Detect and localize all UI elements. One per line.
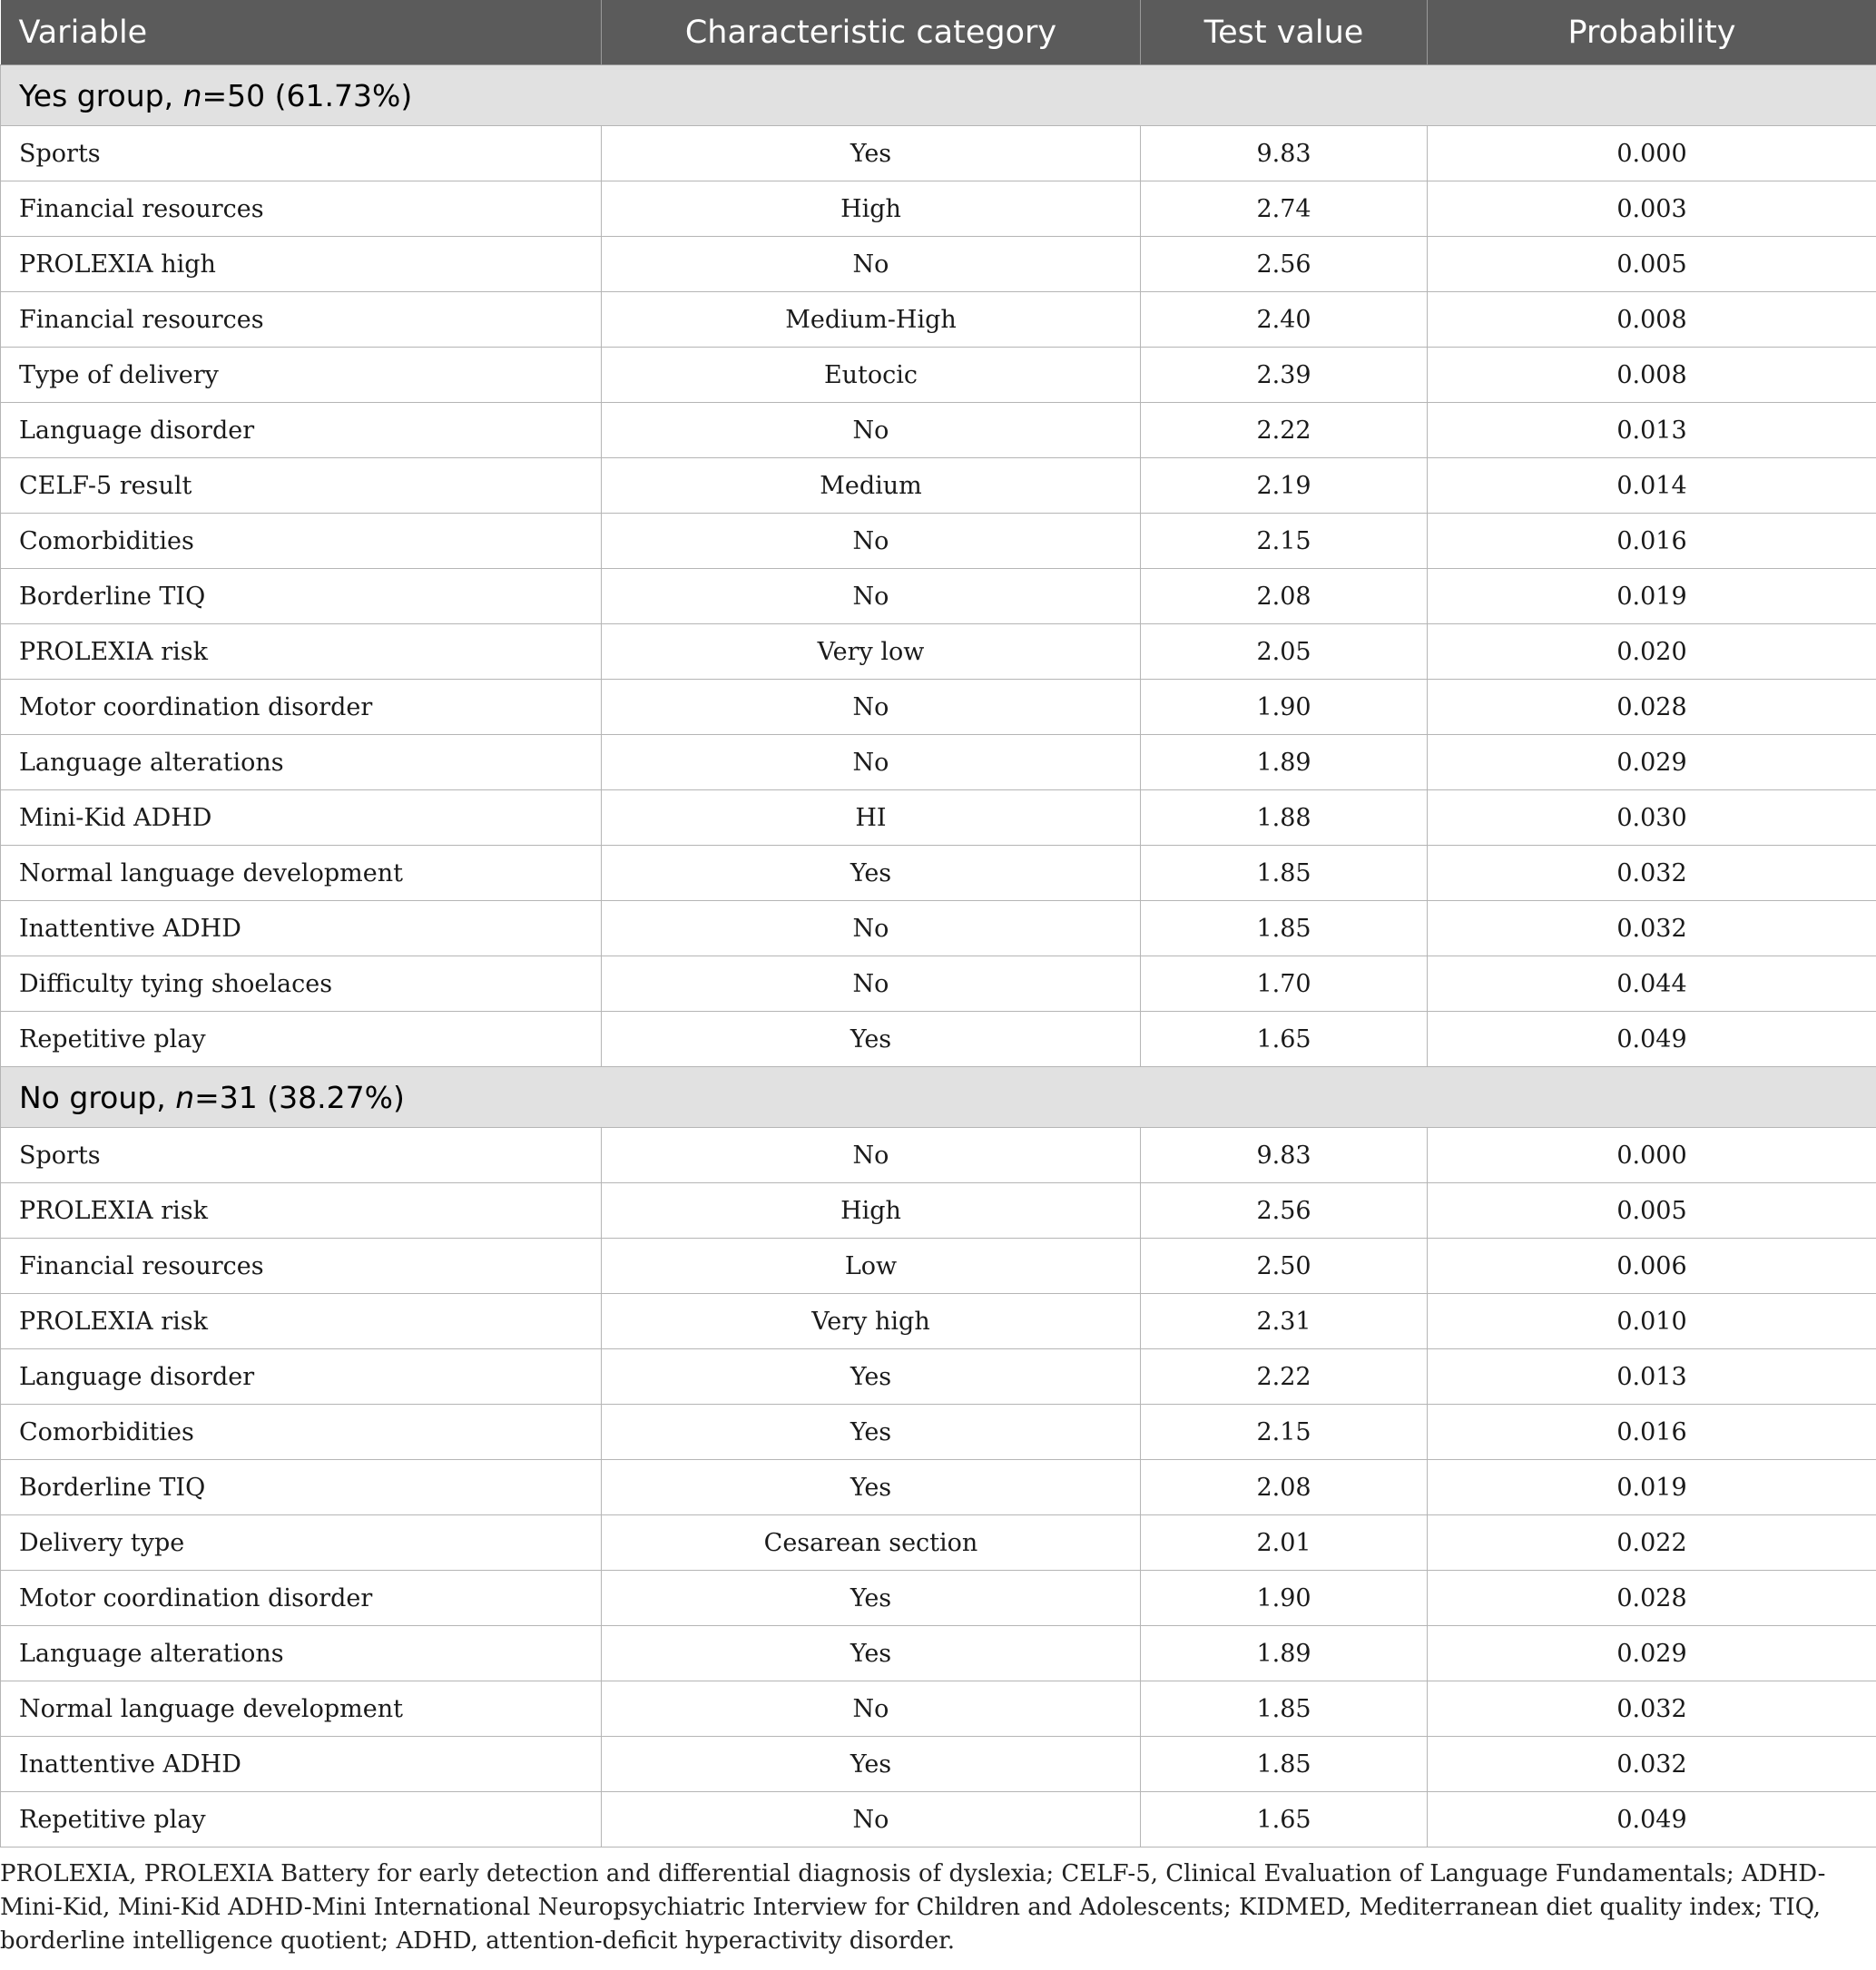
cell-test-value: 2.08 [1141, 569, 1428, 624]
cell-category: No [602, 237, 1141, 292]
cell-test-value: 1.90 [1141, 1571, 1428, 1626]
cell-probability: 0.016 [1428, 514, 1876, 569]
cell-probability: 0.014 [1428, 458, 1876, 514]
cell-test-value: 9.83 [1141, 126, 1428, 181]
group-label-prefix: No group, [19, 1079, 176, 1115]
cell-category: Yes [602, 846, 1141, 901]
table-row [1, 1349, 1876, 1405]
table-row [1, 292, 1876, 348]
cell-category: Yes [602, 1571, 1141, 1626]
cell-category: Medium [602, 458, 1141, 514]
cell-variable: Inattentive ADHD [1, 901, 602, 956]
cell-category: No [602, 680, 1141, 735]
cell-probability: 0.013 [1428, 403, 1876, 458]
cell-category: Very high [602, 1294, 1141, 1349]
cell-test-value: 2.05 [1141, 624, 1428, 680]
cell-probability: 0.003 [1428, 181, 1876, 237]
cell-probability: 0.044 [1428, 956, 1876, 1012]
cell-test-value: 9.83 [1141, 1128, 1428, 1183]
cell-test-value: 1.88 [1141, 790, 1428, 846]
cell-probability: 0.032 [1428, 901, 1876, 956]
cell-variable: Delivery type [1, 1515, 602, 1571]
cell-probability: 0.008 [1428, 292, 1876, 348]
cell-test-value: 2.74 [1141, 181, 1428, 237]
cell-category: No [602, 956, 1141, 1012]
cell-variable: Comorbidities [1, 1405, 602, 1460]
table-row [1, 1571, 1876, 1626]
cell-probability: 0.006 [1428, 1239, 1876, 1294]
cell-test-value: 1.85 [1141, 1737, 1428, 1792]
cell-category: No [602, 1128, 1141, 1183]
cell-variable: PROLEXIA risk [1, 624, 602, 680]
table-row [1, 1792, 1876, 1847]
cell-variable: Financial resources [1, 292, 602, 348]
cell-variable: PROLEXIA risk [1, 1294, 602, 1349]
cell-category: No [602, 1681, 1141, 1737]
table-row [1, 458, 1876, 514]
header-test-value: Test value [1141, 0, 1428, 65]
cell-category: High [602, 181, 1141, 237]
group-label-count: =50 (61.73%) [201, 77, 413, 113]
cell-probability: 0.032 [1428, 846, 1876, 901]
cell-variable: Comorbidities [1, 514, 602, 569]
table-row [1, 126, 1876, 181]
group-header-row [1, 65, 1876, 126]
cell-test-value: 1.85 [1141, 846, 1428, 901]
cell-variable: Borderline TIQ [1, 569, 602, 624]
cell-category: No [602, 1792, 1141, 1847]
cell-test-value: 1.85 [1141, 1681, 1428, 1737]
table-row [1, 901, 1876, 956]
group-label-prefix: Yes group, [19, 77, 183, 113]
table-row [1, 1626, 1876, 1681]
cell-category: Yes [602, 1349, 1141, 1405]
cell-probability: 0.028 [1428, 680, 1876, 735]
table-row [1, 680, 1876, 735]
cell-category: Yes [602, 126, 1141, 181]
table-row [1, 790, 1876, 846]
header-variable: Variable [1, 0, 602, 65]
cell-test-value: 1.85 [1141, 901, 1428, 956]
table-row [1, 1681, 1876, 1737]
cell-probability: 0.022 [1428, 1515, 1876, 1571]
table-row [1, 1128, 1876, 1183]
cell-probability: 0.013 [1428, 1349, 1876, 1405]
cell-probability: 0.032 [1428, 1681, 1876, 1737]
header-category: Characteristic category [602, 0, 1141, 65]
cell-test-value: 1.65 [1141, 1792, 1428, 1847]
group-label [1, 65, 1876, 126]
cell-probability: 0.019 [1428, 569, 1876, 624]
cell-variable: Type of delivery [1, 348, 602, 403]
cell-test-value: 2.56 [1141, 237, 1428, 292]
cell-category: Cesarean section [602, 1515, 1141, 1571]
cell-test-value: 1.89 [1141, 1626, 1428, 1681]
group-label [1, 1067, 1876, 1128]
table-row [1, 1460, 1876, 1515]
cell-category: Yes [602, 1012, 1141, 1067]
table-row [1, 1294, 1876, 1349]
cell-variable: Borderline TIQ [1, 1460, 602, 1515]
cell-probability: 0.029 [1428, 735, 1876, 790]
table-row [1, 956, 1876, 1012]
table-row [1, 624, 1876, 680]
cell-variable: Normal language development [1, 846, 602, 901]
cell-test-value: 2.22 [1141, 403, 1428, 458]
cell-variable: Repetitive play [1, 1012, 602, 1067]
cell-category: Eutocic [602, 348, 1141, 403]
cell-category: No [602, 901, 1141, 956]
cell-probability: 0.019 [1428, 1460, 1876, 1515]
cell-test-value: 2.22 [1141, 1349, 1428, 1405]
table-row [1, 237, 1876, 292]
table-row [1, 735, 1876, 790]
cell-test-value: 1.65 [1141, 1012, 1428, 1067]
cell-variable: Sports [1, 1128, 602, 1183]
table-row [1, 846, 1876, 901]
cell-variable: Sports [1, 126, 602, 181]
cell-probability: 0.005 [1428, 1183, 1876, 1239]
table-row [1, 403, 1876, 458]
cell-variable: Financial resources [1, 1239, 602, 1294]
cell-variable: Motor coordination disorder [1, 1571, 602, 1626]
cell-category: No [602, 569, 1141, 624]
cell-test-value: 2.40 [1141, 292, 1428, 348]
cell-test-value: 2.39 [1141, 348, 1428, 403]
cell-variable: Mini-Kid ADHD [1, 790, 602, 846]
table-row [1, 1012, 1876, 1067]
cell-probability: 0.049 [1428, 1012, 1876, 1067]
cell-category: Yes [602, 1737, 1141, 1792]
cell-probability: 0.016 [1428, 1405, 1876, 1460]
cell-variable: PROLEXIA high [1, 237, 602, 292]
table-body [1, 65, 1876, 1847]
cell-category: No [602, 735, 1141, 790]
cell-probability: 0.029 [1428, 1626, 1876, 1681]
cell-category: Low [602, 1239, 1141, 1294]
cell-category: Very low [602, 624, 1141, 680]
cell-test-value: 2.15 [1141, 1405, 1428, 1460]
table-row [1, 348, 1876, 403]
cell-probability: 0.049 [1428, 1792, 1876, 1847]
cell-variable: PROLEXIA risk [1, 1183, 602, 1239]
cell-category: No [602, 514, 1141, 569]
table-row [1, 1239, 1876, 1294]
cell-probability: 0.010 [1428, 1294, 1876, 1349]
cell-test-value: 2.08 [1141, 1460, 1428, 1515]
cell-category: No [602, 403, 1141, 458]
group-header-row [1, 1067, 1876, 1128]
cell-test-value: 1.90 [1141, 680, 1428, 735]
cell-variable: Language alterations [1, 735, 602, 790]
cell-test-value: 2.56 [1141, 1183, 1428, 1239]
cell-probability: 0.020 [1428, 624, 1876, 680]
cell-variable: Motor coordination disorder [1, 680, 602, 735]
table-row [1, 1183, 1876, 1239]
cell-category: HI [602, 790, 1141, 846]
table-row [1, 514, 1876, 569]
cell-probability: 0.008 [1428, 348, 1876, 403]
cell-variable: Language alterations [1, 1626, 602, 1681]
table-footnote: PROLEXIA, PROLEXIA Battery for early detection and differential diagnosis of dyslexia; CELF-5, Clinical Evaluation of Language Fundamentals; ADHD-Mini-Kid, Mini-Kid ADHD-Mini International Neuropsychiatric Interview for Children and Adolescents; KIDMED, Mediterranean diet quality index; TIQ, borderline intelligence quotient; ADHD, attention-deficit hyperactivity disorder. [0, 1860, 1826, 1955]
cell-test-value: 2.50 [1141, 1239, 1428, 1294]
table-row [1, 181, 1876, 237]
cell-probability: 0.028 [1428, 1571, 1876, 1626]
cell-test-value: 2.01 [1141, 1515, 1428, 1571]
cell-probability: 0.000 [1428, 126, 1876, 181]
cell-variable: Repetitive play [1, 1792, 602, 1847]
group-label-n: n [175, 1079, 195, 1115]
cell-variable: CELF-5 result [1, 458, 602, 514]
cell-test-value: 1.89 [1141, 735, 1428, 790]
cell-test-value: 2.31 [1141, 1294, 1428, 1349]
header-row [1, 0, 1876, 65]
table-row [1, 1515, 1876, 1571]
cell-category: Medium-High [602, 292, 1141, 348]
cell-variable: Normal language development [1, 1681, 602, 1737]
cell-probability: 0.005 [1428, 237, 1876, 292]
cell-probability: 0.030 [1428, 790, 1876, 846]
cell-category: Yes [602, 1405, 1141, 1460]
cell-category: Yes [602, 1626, 1141, 1681]
cell-category: Yes [602, 1460, 1141, 1515]
cell-probability: 0.032 [1428, 1737, 1876, 1792]
cell-variable: Language disorder [1, 1349, 602, 1405]
header-probability: Probability [1428, 0, 1876, 65]
cell-variable: Difficulty tying shoelaces [1, 956, 602, 1012]
table-row [1, 1737, 1876, 1792]
cell-test-value: 2.19 [1141, 458, 1428, 514]
table-row [1, 569, 1876, 624]
group-label-count: =31 (38.27%) [194, 1079, 405, 1115]
cell-test-value: 1.70 [1141, 956, 1428, 1012]
cell-variable: Financial resources [1, 181, 602, 237]
table-row [1, 1405, 1876, 1460]
cell-variable: Language disorder [1, 403, 602, 458]
cell-category: High [602, 1183, 1141, 1239]
cell-variable: Inattentive ADHD [1, 1737, 602, 1792]
cell-probability: 0.000 [1428, 1128, 1876, 1183]
group-label-n: n [182, 77, 202, 113]
cell-test-value: 2.15 [1141, 514, 1428, 569]
